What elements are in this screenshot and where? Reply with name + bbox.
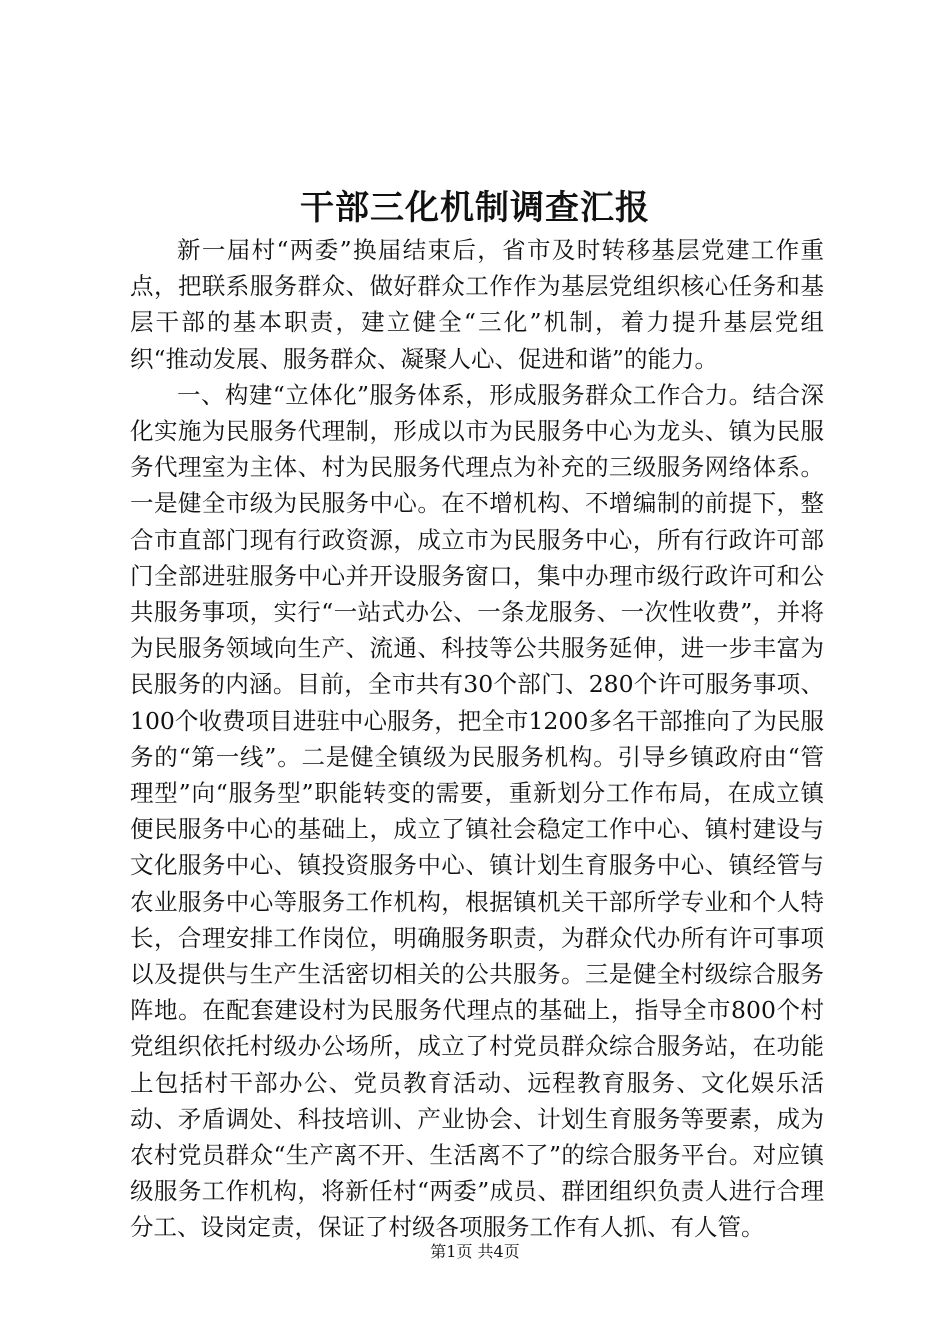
page-number-footer: 第1页 共4页 bbox=[430, 1242, 520, 1261]
paragraph-intro: 新一届村“两委”换届结束后，省市及时转移基层党建工作重点，把联系服务群众、做好群众工作作为基层党组织核心任务和基层干部的基本职责，建立健全“三化”机制，着力提升基层党组织“推动发展、服务群众、凝聚人心、促进和谐”的能力。 bbox=[130, 236, 824, 373]
document-body bbox=[130, 232, 824, 1246]
document-title: 干部三化机制调查汇报 bbox=[300, 188, 650, 228]
paragraph-section-one: 一、构建“立体化”服务体系，形成服务群众工作合力。结合深化实施为民服务代理制，形成以市为民服务中心为龙头、镇为民服务代理室为主体、村为民服务代理点为补充的三级服务网络体系。一是健全市级为民服务中心。在不增机构、不增编制的前提下，整合市直部门现有行政资源，成立市为民服务中心，所有行政许可部门全部进驻服务中心并开设服务窗口，集中办理市级行政许可和公共服务事项，实行“一站式办公、一条龙服务、一次性收费”，并将为民服务领域向生产、流通、科技等公共服务延伸，进一步丰富为民服务的内涵。目前，全市共有30个部门、280个许可服务事项、100个收费项目进驻中心服务，把全市1200多名干部推向了为民服务的“第一线”。二是健全镇级为民服务机构。引导乡镇政府由“管理型”向“服务型”职能转变的需要，重新划分工作布局，在成立镇便民服务中心的基础上，成立了镇社会稳定工作中心、镇村建设与文化服务中心、镇投资服务中心、镇计划生育服务中心、镇经管与农业服务中心等服务工作机构，根据镇机关干部所学专业和个人特长，合理安排工作岗位，明确服务职责，为群众代办所有许可事项以及提供与生产生活密切相关的公共服务。三是健全村级综合服务阵地。在配套建设村为民服务代理点的基础上，指导全市800个村党组织依托村级办公场所，成立了村党员群众综合服务站，在功能上包括村干部办公、党员教育活动、远程教育服务、文化娱乐活动、矛盾调处、科技培训、产业协会、计划生育服务等要素，成为农村党员群众“生产离不开、生活离不了”的综合服务平台。对应镇级服务工作机构，将新任村“两委”成员、群团组织负责人进行合理分工、设岗定责，保证了村级各项服务工作有人抓、有人管。 bbox=[130, 380, 824, 1242]
